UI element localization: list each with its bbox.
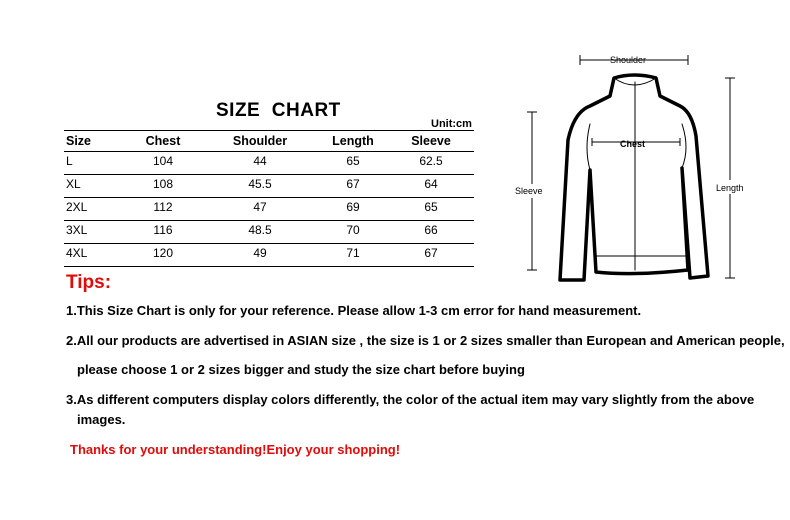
table-row [64,198,474,221]
header-size: Size [64,131,124,152]
cell-length: 70 [318,221,388,244]
table-row [64,152,474,175]
cell-chest: 104 [124,152,202,175]
tip-3-line-1: 3.As different computers display colors differently, the color of the actual item may vary slightly from the above [66,392,755,407]
cell-chest: 112 [124,198,202,221]
cell-chest: 108 [124,175,202,198]
jacket-outline [560,75,708,280]
size-table [64,130,474,267]
cell-size: 2XL [64,198,124,221]
table-row [64,175,474,198]
cell-length: 71 [318,244,388,267]
tips-heading: Tips: [66,272,112,293]
tip-2-line-2: please choose 1 or 2 sizes bigger and study the size chart before buying [77,362,525,377]
cell-sleeve: 64 [388,175,474,198]
chest-label: Chest [620,139,646,149]
size-chart-title: SIZE CHART [216,100,341,121]
header-shoulder: Shoulder [202,131,318,152]
cell-sleeve: 66 [388,221,474,244]
cell-shoulder: 45.5 [202,175,318,198]
tip-2-line-1: 2.All our products are advertised in ASIAN size , the size is 1 or 2 sizes smaller than European and American people, [66,333,785,348]
cell-chest: 116 [124,221,202,244]
cell-size: L [64,152,124,175]
cell-shoulder: 49 [202,244,318,267]
cell-shoulder: 48.5 [202,221,318,244]
cell-chest: 120 [124,244,202,267]
unit-label: Unit:cm [431,118,472,130]
table-row [64,244,474,267]
cell-size: XL [64,175,124,198]
table-row [64,221,474,244]
table-header-row [64,131,474,152]
cell-sleeve: 62.5 [388,152,474,175]
cell-length: 65 [318,152,388,175]
shoulder-label: Shoulder [610,55,647,65]
tip-1: 1.This Size Chart is only for your reference. Please allow 1-3 cm error for hand measurement. [66,303,642,318]
length-label: Length [716,183,744,193]
header-length: Length [318,131,388,152]
cell-size: 4XL [64,244,124,267]
header-sleeve: Sleeve [388,131,474,152]
cell-sleeve: 65 [388,198,474,221]
jacket-measurement-diagram [510,48,760,288]
cell-length: 67 [318,175,388,198]
cell-size: 3XL [64,221,124,244]
cell-sleeve: 67 [388,244,474,267]
cell-shoulder: 44 [202,152,318,175]
cell-length: 69 [318,198,388,221]
length-measure-line [725,78,735,278]
cell-shoulder: 47 [202,198,318,221]
tip-3-line-2: images. [77,412,126,427]
thanks-message: Thanks for your understanding!Enjoy your shopping! [70,442,401,457]
sleeve-label: Sleeve [515,186,543,196]
header-chest: Chest [124,131,202,152]
